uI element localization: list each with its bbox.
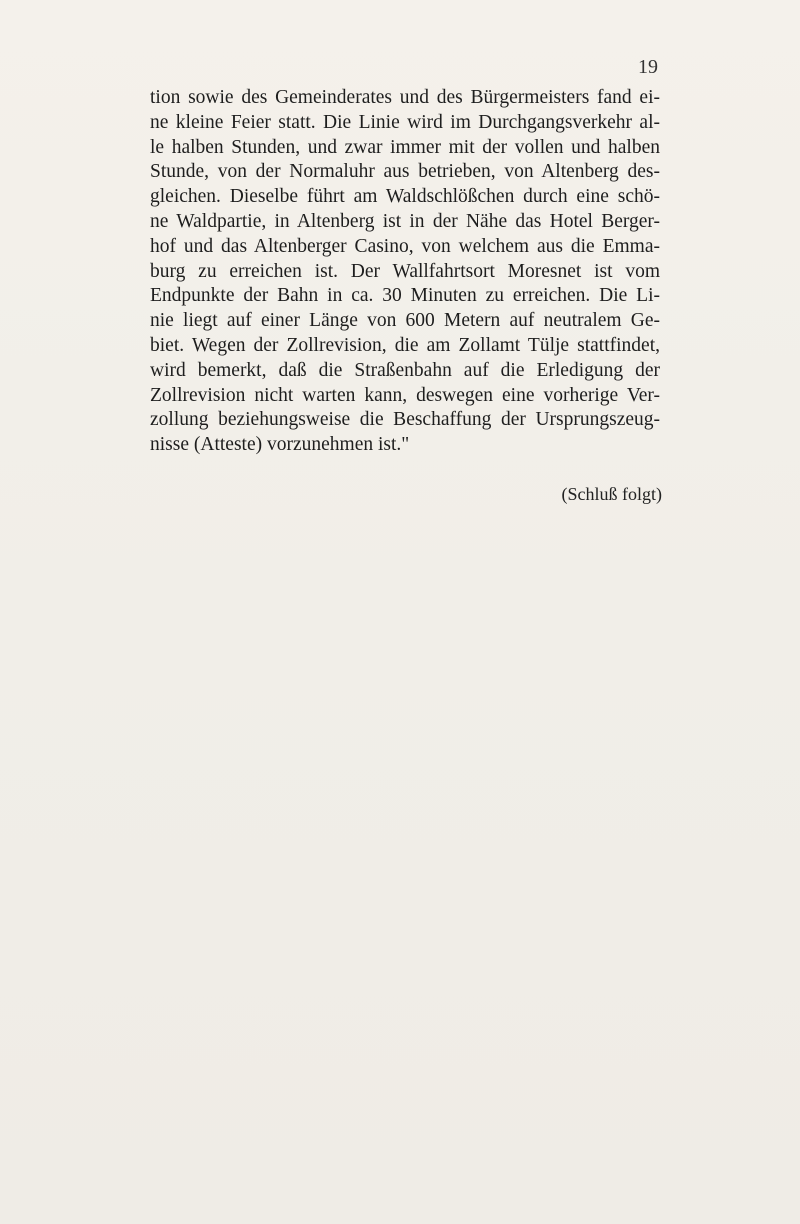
text-line: ne kleine Feier statt. Die Linie wird im Durchgangsverkehr al- [150,111,660,133]
text-line: burg zu erreichen ist. Der Wallfahrtsort Moresnet ist vom [150,260,660,282]
text-line: ne Waldpartie, in Altenberg ist in der Nähe das Hotel Berger- [150,210,660,232]
text-line: hof und das Altenberger Casino, von welchem aus die Emma- [150,235,660,257]
text-line: Zollrevision nicht warten kann, deswegen eine vorherige Ver- [150,384,660,406]
text-line: gleichen. Dieselbe führt am Waldschlößchen durch eine schö- [150,186,660,208]
text-line: le halben Stunden, und zwar immer mit der vollen und halben [150,136,660,158]
text-line: Stunde, von der Normaluhr aus betrieben, von Altenberg des- [150,161,660,183]
text-line: tion sowie des Gemeinderates und des Bürgermeisters fand ei- [150,87,660,108]
text-line: wird bemerkt, daß die Straßenbahn auf die Erledigung der [150,359,660,381]
article-body [150,86,660,458]
text-line: zollung beziehungsweise die Beschaffung der Ursprungszeug- [150,409,660,431]
continuation-note: (Schluß folgt) [561,484,662,504]
text-line: nie liegt auf einer Länge von 600 Metern auf neutralem Ge- [150,310,660,332]
page-number: 19 [638,56,658,78]
text-line: biet. Wegen der Zollrevision, die am Zollamt Tülje stattfindet, [150,334,660,356]
text-line: nisse (Atteste) vorzunehmen ist." [150,434,410,456]
text-line: Endpunkte der Bahn in ca. 30 Minuten zu erreichen. Die Li- [150,285,660,307]
